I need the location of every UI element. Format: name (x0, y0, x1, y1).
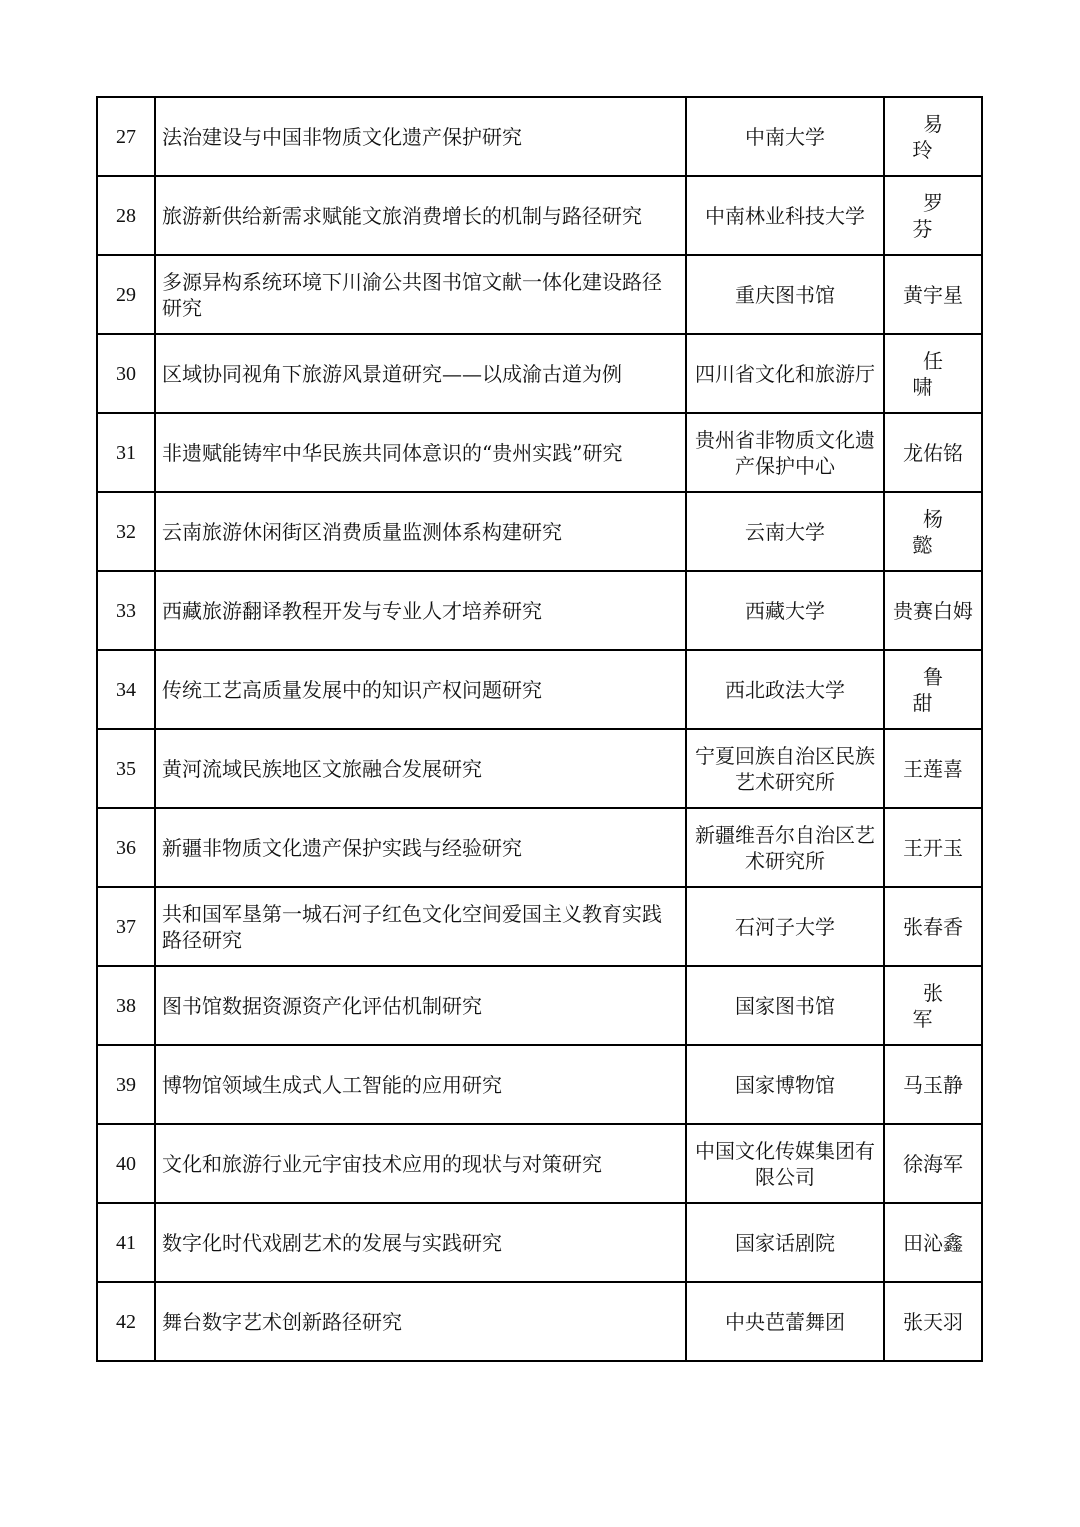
row-number: 33 (97, 571, 155, 650)
project-title: 法治建设与中国非物质文化遗产保护研究 (155, 97, 686, 176)
institution: 中南大学 (686, 97, 884, 176)
table-row (97, 413, 982, 492)
row-number: 27 (97, 97, 155, 176)
institution: 宁夏回族自治区民族艺术研究所 (686, 729, 884, 808)
project-title: 传统工艺高质量发展中的知识产权问题研究 (155, 650, 686, 729)
project-title: 旅游新供给新需求赋能文旅消费增长的机制与路径研究 (155, 176, 686, 255)
table-row (97, 571, 982, 650)
institution: 国家博物馆 (686, 1045, 884, 1124)
project-title: 博物馆领域生成式人工智能的应用研究 (155, 1045, 686, 1124)
row-number: 38 (97, 966, 155, 1045)
row-number: 40 (97, 1124, 155, 1203)
row-number: 42 (97, 1282, 155, 1361)
row-number: 30 (97, 334, 155, 413)
institution: 国家图书馆 (686, 966, 884, 1045)
institution: 国家话剧院 (686, 1203, 884, 1282)
project-leader-name: 张军 (912, 980, 964, 1031)
project-leader: 田沁鑫 (884, 1203, 982, 1282)
project-title: 共和国军垦第一城石河子红色文化空间爱国主义教育实践路径研究 (155, 887, 686, 966)
table-row (97, 729, 982, 808)
project-leader: 张春香 (884, 887, 982, 966)
project-leader: 张天羽 (884, 1282, 982, 1361)
row-number: 35 (97, 729, 155, 808)
row-number: 39 (97, 1045, 155, 1124)
table-row (97, 1282, 982, 1361)
table-row (97, 650, 982, 729)
project-leader: 龙佑铭 (884, 413, 982, 492)
project-leader (884, 650, 982, 729)
table-row (97, 334, 982, 413)
project-leader-name: 杨懿 (912, 506, 964, 557)
project-leader (884, 97, 982, 176)
table-row (97, 176, 982, 255)
table-row (97, 966, 982, 1045)
project-leader-name: 任啸 (912, 348, 964, 399)
table-row (97, 808, 982, 887)
project-title: 云南旅游休闲街区消费质量监测体系构建研究 (155, 492, 686, 571)
project-title: 文化和旅游行业元宇宙技术应用的现状与对策研究 (155, 1124, 686, 1203)
row-number: 31 (97, 413, 155, 492)
project-title: 数字化时代戏剧艺术的发展与实践研究 (155, 1203, 686, 1282)
row-number: 29 (97, 255, 155, 334)
table-row (97, 1124, 982, 1203)
project-leader (884, 176, 982, 255)
project-leader-name: 易玲 (912, 111, 964, 162)
row-number: 28 (97, 176, 155, 255)
table-row (97, 1203, 982, 1282)
row-number: 37 (97, 887, 155, 966)
table-row (97, 97, 982, 176)
project-title: 舞台数字艺术创新路径研究 (155, 1282, 686, 1361)
project-leader (884, 492, 982, 571)
project-title: 图书馆数据资源资产化评估机制研究 (155, 966, 686, 1045)
project-title: 西藏旅游翻译教程开发与专业人才培养研究 (155, 571, 686, 650)
table-row (97, 1045, 982, 1124)
project-leader (884, 334, 982, 413)
project-leader: 徐海军 (884, 1124, 982, 1203)
table-row (97, 492, 982, 571)
institution: 中南林业科技大学 (686, 176, 884, 255)
table-row (97, 887, 982, 966)
project-leader: 王莲喜 (884, 729, 982, 808)
project-title: 多源异构系统环境下川渝公共图书馆文献一体化建设路径研究 (155, 255, 686, 334)
project-leader (884, 966, 982, 1045)
project-title: 黄河流域民族地区文旅融合发展研究 (155, 729, 686, 808)
institution: 中国文化传媒集团有限公司 (686, 1124, 884, 1203)
institution: 云南大学 (686, 492, 884, 571)
table-row (97, 255, 982, 334)
institution: 西藏大学 (686, 571, 884, 650)
institution: 石河子大学 (686, 887, 884, 966)
institution: 中央芭蕾舞团 (686, 1282, 884, 1361)
row-number: 41 (97, 1203, 155, 1282)
row-number: 36 (97, 808, 155, 887)
institution: 重庆图书馆 (686, 255, 884, 334)
row-number: 32 (97, 492, 155, 571)
project-title: 非遗赋能铸牢中华民族共同体意识的“贵州实践”研究 (155, 413, 686, 492)
project-leader: 贵赛白姆 (884, 571, 982, 650)
institution: 新疆维吾尔自治区艺术研究所 (686, 808, 884, 887)
project-leader: 王开玉 (884, 808, 982, 887)
project-leader: 马玉静 (884, 1045, 982, 1124)
project-leader-name: 罗芬 (912, 190, 964, 241)
project-leader-name: 鲁甜 (912, 664, 964, 715)
project-title: 区域协同视角下旅游风景道研究——以成渝古道为例 (155, 334, 686, 413)
project-title: 新疆非物质文化遗产保护实践与经验研究 (155, 808, 686, 887)
institution: 贵州省非物质文化遗产保护中心 (686, 413, 884, 492)
institution: 四川省文化和旅游厅 (686, 334, 884, 413)
institution: 西北政法大学 (686, 650, 884, 729)
row-number: 34 (97, 650, 155, 729)
project-leader: 黄宇星 (884, 255, 982, 334)
project-table (96, 96, 983, 1362)
